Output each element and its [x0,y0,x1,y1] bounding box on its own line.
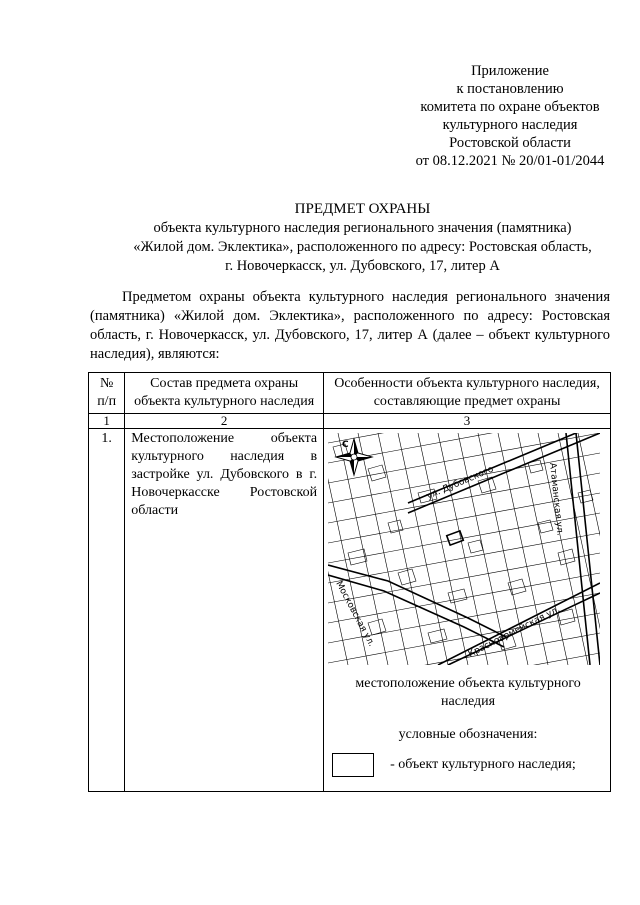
appendix-line: к постановлению [456,81,564,97]
column-number-row [89,414,611,429]
legend-item: - объект культурного наследия; [390,757,576,772]
table-row [89,429,611,792]
header-num: № п/п [89,373,125,414]
title-main: ПРЕДМЕТ ОХРАНЫ [294,201,431,217]
title-line: объекта культурного наследия регионального значения (памятника) [153,220,572,236]
legend-title: условные обозначения: [398,727,538,742]
document-title [95,200,630,276]
appendix-line: культурного наследия [442,117,578,133]
street-label: Красноармейская ул. [466,604,562,660]
legend-swatch [332,753,374,777]
intro-paragraph: Предметом охраны объекта культурного наследия регионального значения (памятника) «Жилой дом. Эклектика», расположенного по адресу: Ростовская область, г. Новочеркасск, ул. Дубовского, 17, литер А (далее – объект культурного наследия), являются: [90,289,610,362]
appendix-date-line: от 08.12.2021 № 20/01-01/2044 [415,153,605,169]
appendix-line: комитета по охране объектов [420,99,600,115]
row-number: 1. [89,429,125,792]
protection-table [88,372,611,792]
title-line: г. Новочеркасск, ул. Дубовского, 17, литер А [225,258,500,274]
row-features [324,429,611,792]
appendix-line: Ростовской области [449,135,571,151]
map-caption: местоположение объекта культурного наследия [355,676,581,709]
column-number: 2 [125,414,324,429]
header-composition: Состав предмета охраны объекта культурного наследия [125,373,324,414]
title-line: «Жилой дом. Эклектика», расположенного по адресу: Ростовская область, [133,239,592,255]
legend-row [328,751,608,791]
street-label: ул. Дубовского [425,464,496,502]
street-label: Московская ул. [333,579,377,649]
row-composition: Местоположение объекта культурного наследия в застройке ул. Дубовского в г. Новочеркасске Ростовской области [125,429,324,792]
table-header-row [89,373,611,414]
column-number: 3 [324,414,611,429]
location-map [328,433,600,665]
compass-label: С [342,440,349,450]
column-number: 1 [89,414,125,429]
appendix-line: Приложение [471,63,549,79]
appendix-header [395,62,625,170]
street-label: Атаманская ул. [547,462,565,537]
header-features: Особенности объекта культурного наследия, составляющие предмет охраны [324,373,611,414]
